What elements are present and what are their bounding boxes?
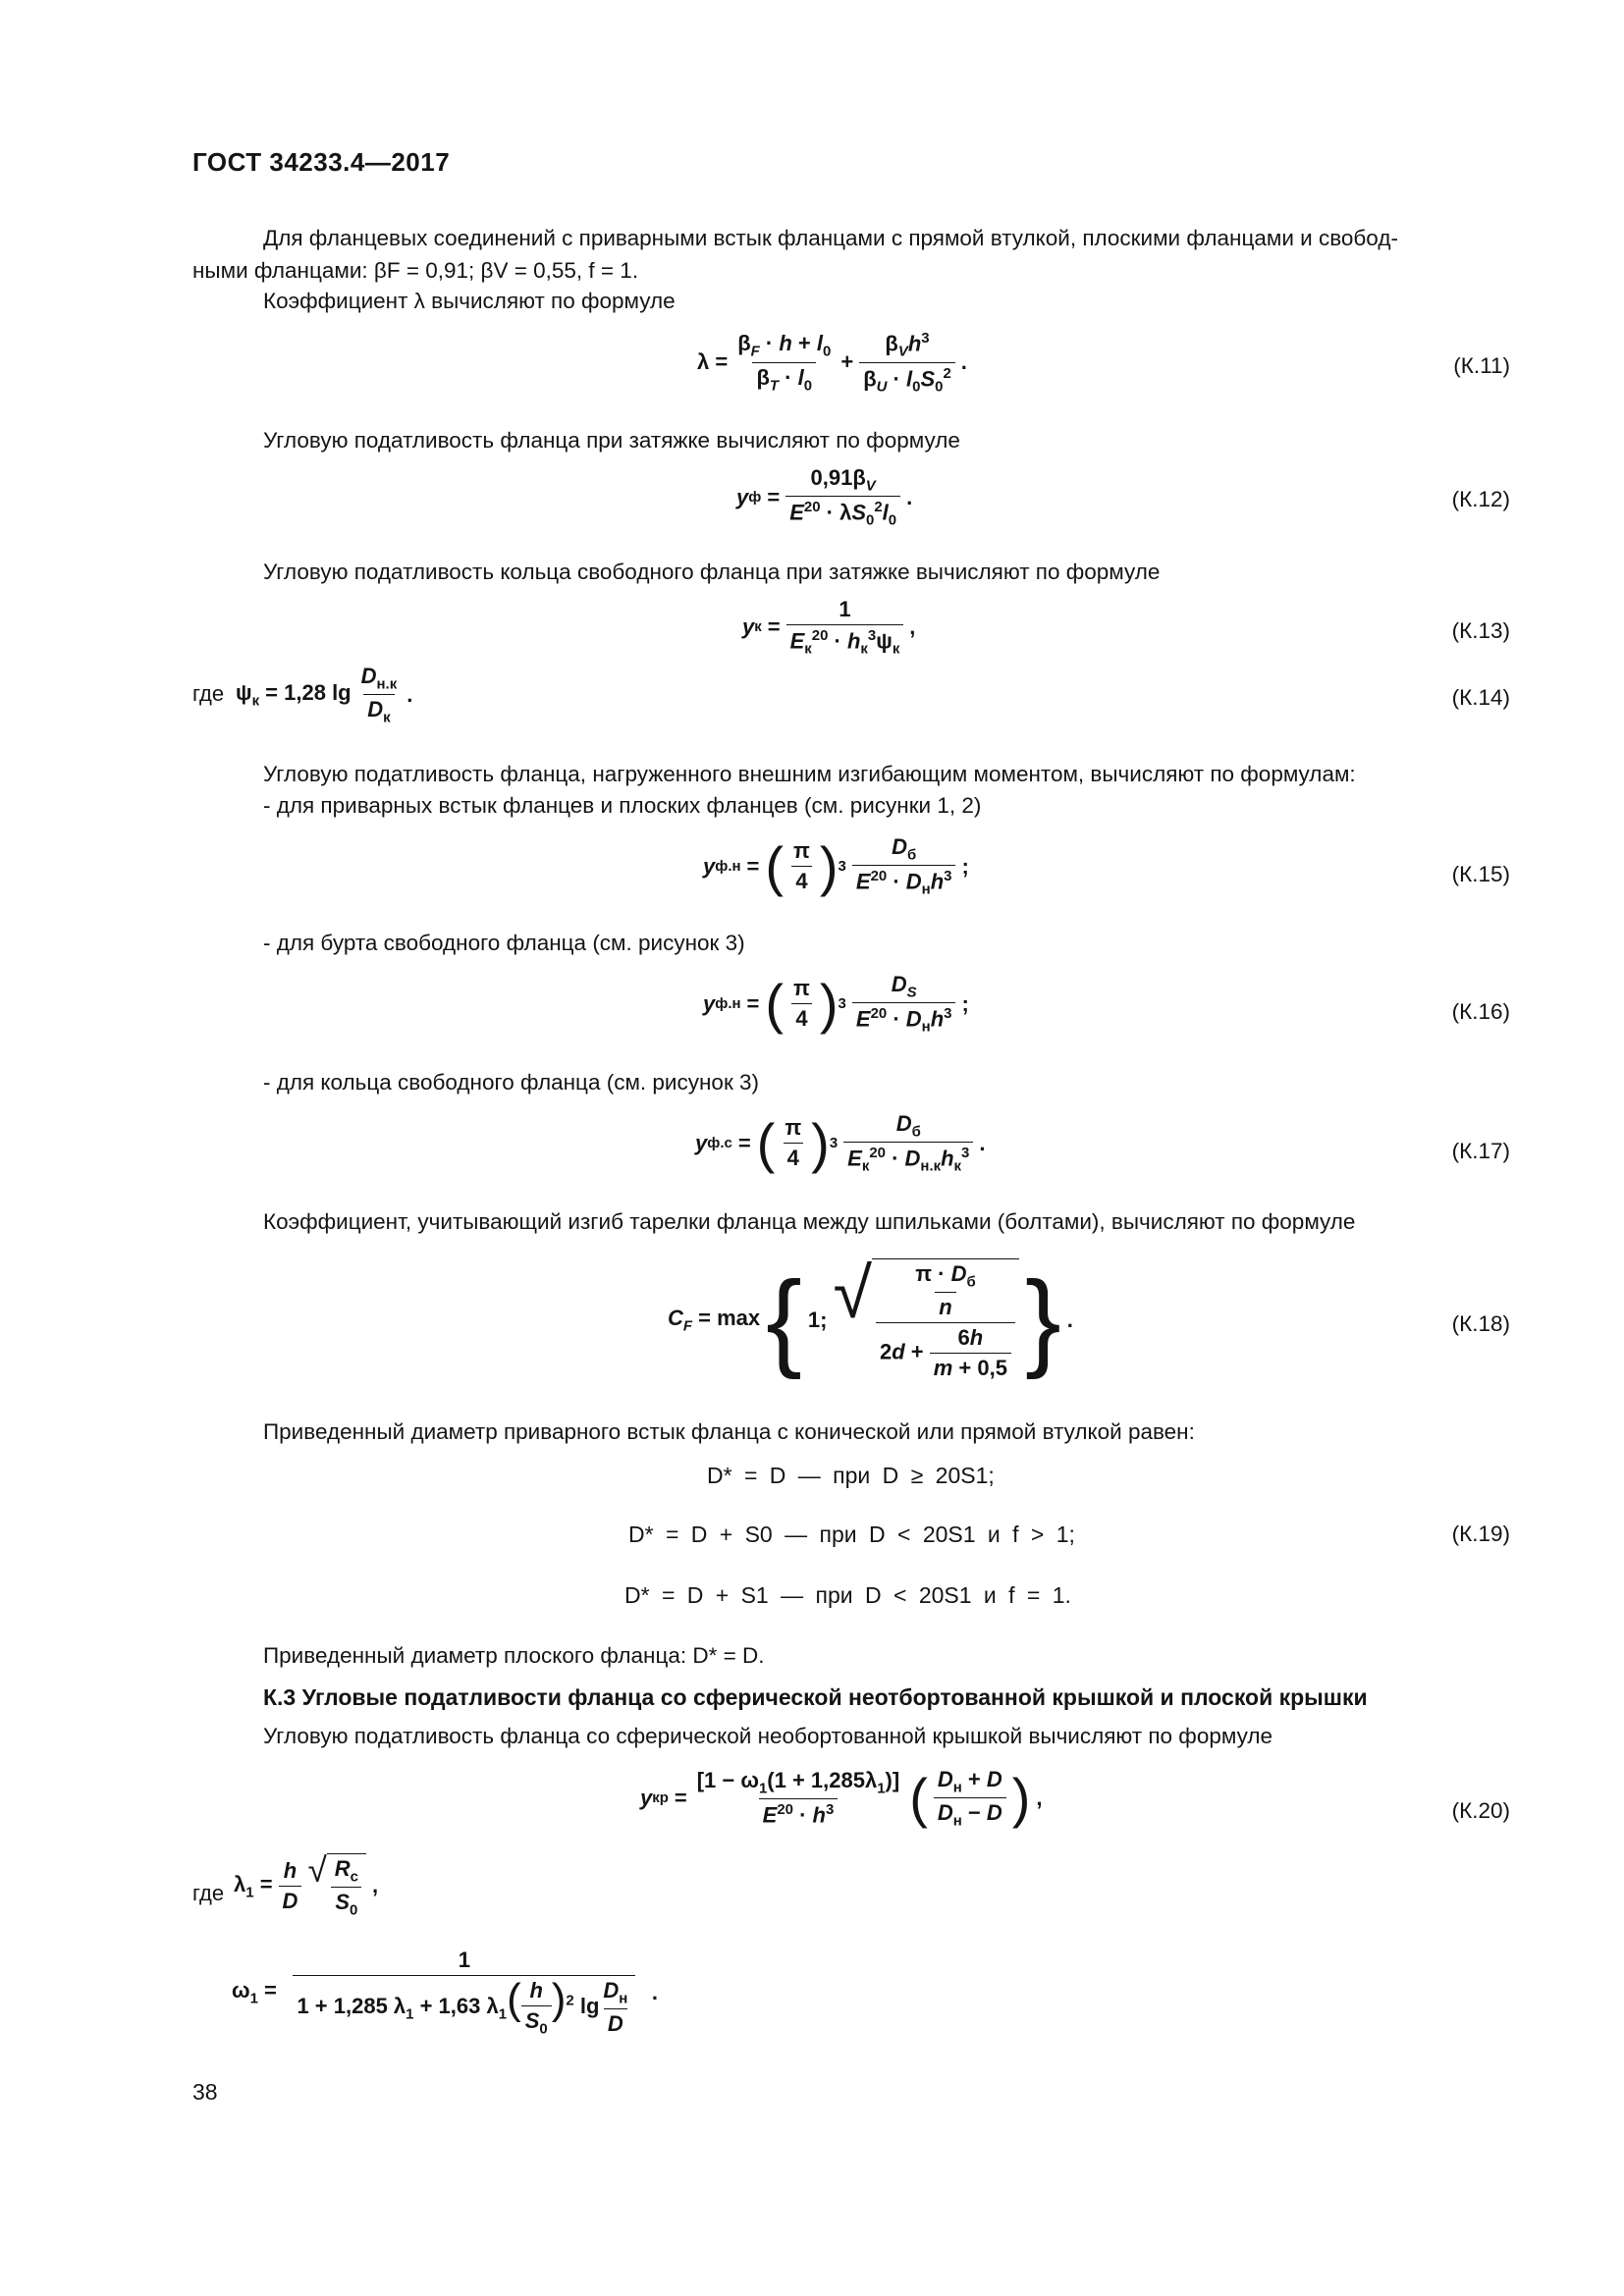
paragraph-flange-tightening: Угловую податливость фланца при затяжке вычисляют по формуле <box>263 428 960 453</box>
formula-k15: y ф.н = ( $\frac{\pi}{4}$ ) 3 $\frac{D_б}{E^{20} \cdot D_нh^3}$ ; <box>703 834 969 899</box>
formula-k13: y к = $\frac{1}{E_к^{20} \cdot h_к^3\psi_к}$ , <box>742 597 916 658</box>
formula-k20: y кр = $\frac{[1 - \omega_1(1 + 1,285\lambda_1)]}{E^{20} \cdot h^3}$ ( $\frac{D_н + D}{D_н - D}$ ) , <box>640 1766 1043 1830</box>
paragraph-spherical-cover: Угловую податливость фланца со сферической необортованной крышкой вычисляют по формуле <box>263 1724 1272 1748</box>
paragraph-case-collar: - для бурта свободного фланца (см. рисунок 3) <box>263 931 745 955</box>
where-label-psi: где <box>192 681 225 706</box>
paragraph-intro-line1: Для фланцевых соединений с приварными встык фланцами с прямой втулкой, плоскими фланцами и свобод- <box>263 226 1398 250</box>
condition-line-3: D* = D + S1 — при D < 20S1 и f = 1. <box>624 1582 1071 1608</box>
formula-k17: y ф.с = ( $\frac{\pi}{4}$ ) 3 $\frac{D_б}{E_к^{20} \cdot D_{н.к}h_к^3}$ . <box>695 1111 986 1176</box>
paragraph-external-moment: Угловую податливость фланца, нагруженного внешним изгибающим моментом, вычисляют по формулам: <box>263 762 1356 786</box>
equation-number-k14: (К.14) <box>1451 685 1510 710</box>
formula-k16: y ф.н = ( $\frac{\pi}{4}$ ) 3 $\frac{D_S}{E^{20} \cdot D_нh^3}$ ; <box>703 972 969 1037</box>
equation-number-k19: (К.19) <box>1451 1522 1510 1546</box>
paragraph-case-welded: - для приварных встык фланцев и плоских фланцев (см. рисунки 1, 2) <box>263 793 982 818</box>
paragraph-case-ring: - для кольца свободного фланца (см. рисунок 3) <box>263 1070 760 1095</box>
equation-number-k20: (К.20) <box>1451 1798 1510 1823</box>
paragraph-ring-tightening: Угловую податливость кольца свободного фланца при затяжке вычисляют по формуле <box>263 560 1161 584</box>
condition-line-2: D* = D + S0 — при D < 20S1 и f > 1; <box>628 1522 1075 1547</box>
section-heading-k3: К.3 Угловые податливости фланца со сферической неотбортованной крышкой и плоской крышки <box>263 1684 1368 1710</box>
paragraph-cf-intro: Коэффициент, учитывающий изгиб тарелки фланца между шпильками (болтами), вычисляют по формуле <box>263 1209 1356 1234</box>
equation-number-k13: (К.13) <box>1451 618 1510 643</box>
paragraph-lambda-intro: Коэффициент λ вычисляют по формуле <box>263 289 676 313</box>
paragraph-reduced-diameter: Приведенный диаметр приварного встык фланца с конической или прямой втулкой равен: <box>263 1419 1195 1444</box>
condition-line-1: D* = D — при D ≥ 20S1; <box>707 1463 995 1488</box>
document-header: ГОСТ 34233.4—2017 <box>192 147 451 177</box>
equation-number-k15: (К.15) <box>1451 862 1510 886</box>
paragraph-flat-flange-diameter: Приведенный диаметр плоского фланца: D* = D. <box>263 1643 765 1668</box>
formula-k14: $\psi_к = 1,28$ lg $\frac{D_{н.к}}{D_к}$ . <box>236 664 413 726</box>
paragraph-intro-line2: ными фланцами: βF = 0,91; βV = 0,55, f = 1. <box>192 258 639 283</box>
equation-number-k12: (К.12) <box>1451 487 1510 511</box>
equation-number-k17: (К.17) <box>1451 1139 1510 1163</box>
formula-k18: $C_F = \max$ { 1; √ $\frac{\pi \cdot D_б}{n}$ 2d + $\frac{6h}{m + 0,5}$ } . <box>668 1255 1073 1381</box>
equation-number-k11: (К.11) <box>1453 353 1510 378</box>
formula-lambda1: $\lambda_1$ = $\frac{h}{D}$ √ $\frac{R_с}{S_0}$ , <box>234 1851 379 1919</box>
formula-omega1: $\omega_1$ = 1 1 + 1,285 $\lambda_1 + 1,63$ $\lambda_1$( $\frac{h}{S_0}$ )$^2$ lg $\frac{D_н}{D}$ . <box>232 1948 659 2038</box>
equation-number-k18: (К.18) <box>1451 1311 1510 1336</box>
page-number: 38 <box>192 2079 218 2105</box>
equation-number-k16: (К.16) <box>1451 999 1510 1024</box>
where-label-lambda1: где <box>192 1881 225 1905</box>
formula-k11: λ = $\frac{\beta_F \cdot h + l_0}{\beta_T \cdot l_0}$ + $\frac{\beta_Vh^3}{\beta_U \cdot l_0S_0^2}$ . <box>697 330 967 396</box>
formula-k12: y ф = $\frac{0,91\beta_V}{E^{20} \cdot \lambda S_0^2l_0}$ . <box>736 465 913 530</box>
